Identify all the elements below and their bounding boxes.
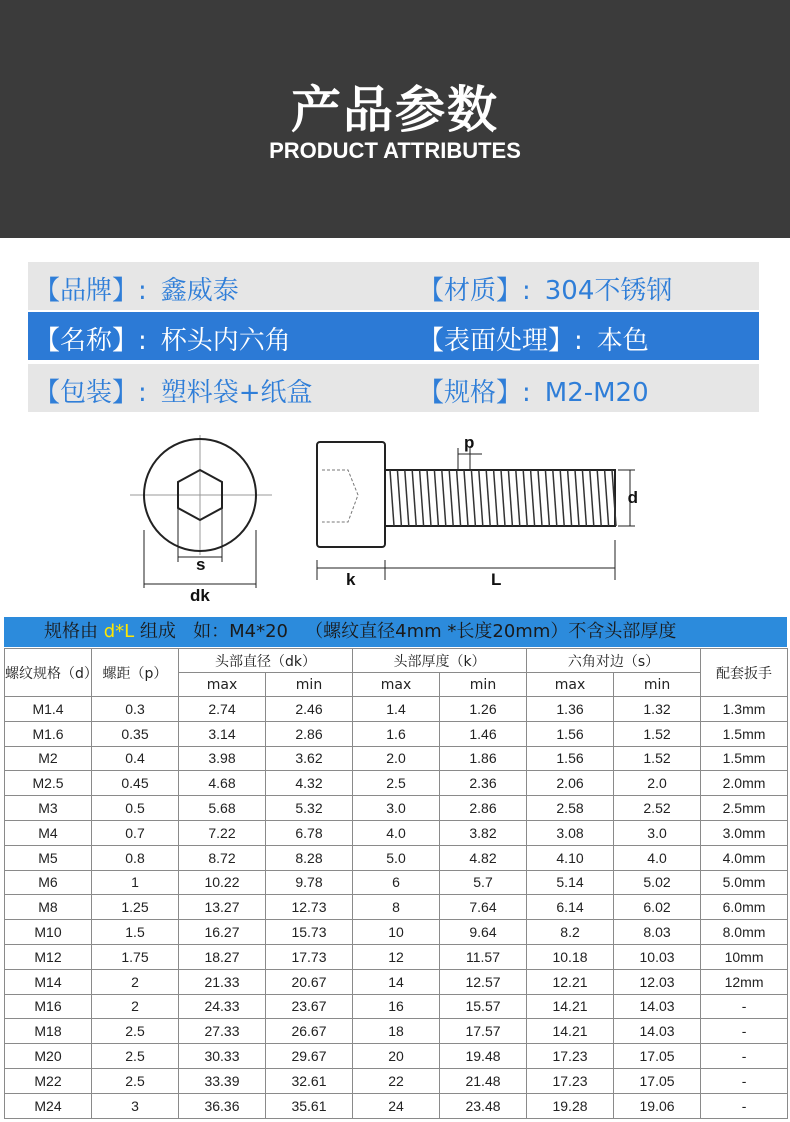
- header-hex-across-flats: 六角对边（s）: [527, 649, 701, 673]
- attribute-brand: [34, 270, 239, 307]
- header-pitch: 螺距（p）: [92, 649, 179, 697]
- dim-label-p: p: [464, 433, 475, 452]
- table-cell: 21.33: [179, 969, 266, 994]
- table-cell: -: [701, 1019, 788, 1044]
- attribute-key: 【名称】:: [34, 326, 147, 356]
- attribute-row-name: [28, 312, 759, 360]
- header-min: min: [440, 673, 527, 697]
- table-cell: 0.45: [92, 771, 179, 796]
- table-cell: 1.52: [614, 721, 701, 746]
- table-cell: 7.22: [179, 820, 266, 845]
- table-cell: 0.35: [92, 721, 179, 746]
- attribute-surface: [418, 320, 649, 357]
- header-wrench: 配套扳手: [701, 649, 788, 697]
- table-cell: 10mm: [701, 944, 788, 969]
- attribute-spec: [418, 372, 649, 409]
- table-cell: 17.57: [440, 1019, 527, 1044]
- table-cell: -: [701, 1068, 788, 1093]
- thread-lines: [390, 470, 616, 526]
- table-row: [5, 1093, 788, 1118]
- table-cell: 3.14: [179, 721, 266, 746]
- table-cell: 1.56: [527, 721, 614, 746]
- table-cell: 23.67: [266, 994, 353, 1019]
- table-cell: 8.28: [266, 845, 353, 870]
- table-row: [5, 895, 788, 920]
- table-cell: 8.2: [527, 920, 614, 945]
- table-row: [5, 1044, 788, 1069]
- table-cell: 2: [92, 994, 179, 1019]
- table-cell: M22: [5, 1068, 92, 1093]
- table-cell: M24: [5, 1093, 92, 1118]
- spec-table: [4, 648, 788, 1119]
- table-cell: 0.4: [92, 746, 179, 771]
- table-cell: 1.5mm: [701, 721, 788, 746]
- header-max: max: [527, 673, 614, 697]
- table-cell: 12.57: [440, 969, 527, 994]
- table-cell: 32.61: [266, 1068, 353, 1093]
- table-cell: 3: [92, 1093, 179, 1118]
- header-max: max: [179, 673, 266, 697]
- table-cell: 10.03: [614, 944, 701, 969]
- table-cell: 2: [92, 969, 179, 994]
- attribute-key: 【表面处理】:: [418, 326, 583, 356]
- table-cell: 3.0: [614, 820, 701, 845]
- header-banner: [0, 0, 790, 238]
- table-cell: 24.33: [179, 994, 266, 1019]
- dim-label-L: L: [491, 570, 502, 589]
- table-cell: 14.21: [527, 1019, 614, 1044]
- table-cell: 6.14: [527, 895, 614, 920]
- table-cell: 0.8: [92, 845, 179, 870]
- table-cell: 4.0: [614, 845, 701, 870]
- table-cell: -: [701, 1093, 788, 1118]
- table-row: [5, 994, 788, 1019]
- table-cell: 4.0mm: [701, 845, 788, 870]
- header-min: min: [614, 673, 701, 697]
- table-cell: 2.86: [440, 796, 527, 821]
- table-cell: 2.74: [179, 697, 266, 722]
- dim-label-k: k: [346, 570, 356, 589]
- table-cell: 12mm: [701, 969, 788, 994]
- table-cell: 6: [353, 870, 440, 895]
- screw-dimension-drawing: [120, 430, 640, 610]
- table-cell: 16: [353, 994, 440, 1019]
- table-cell: M2: [5, 746, 92, 771]
- table-cell: 7.64: [440, 895, 527, 920]
- table-cell: 23.48: [440, 1093, 527, 1118]
- table-cell: 36.36: [179, 1093, 266, 1118]
- table-row: [5, 697, 788, 722]
- table-cell: M1.4: [5, 697, 92, 722]
- table-cell: 35.61: [266, 1093, 353, 1118]
- table-cell: M6: [5, 870, 92, 895]
- table-cell: 13.27: [179, 895, 266, 920]
- table-cell: 1.6: [353, 721, 440, 746]
- table-row: [5, 870, 788, 895]
- table-cell: M3: [5, 796, 92, 821]
- table-row: [5, 969, 788, 994]
- attribute-value: 304不锈钢: [544, 276, 673, 306]
- table-cell: 3.0: [353, 796, 440, 821]
- table-cell: 11.57: [440, 944, 527, 969]
- table-cell: M20: [5, 1044, 92, 1069]
- table-cell: 0.5: [92, 796, 179, 821]
- table-cell: M1.6: [5, 721, 92, 746]
- spec-note-suffix: 组成 如：M4*20 （螺纹直径4mm *长度20mm）不含头部厚度: [134, 621, 677, 642]
- table-cell: 1.56: [527, 746, 614, 771]
- table-cell: 10.22: [179, 870, 266, 895]
- table-cell: 1.5mm: [701, 746, 788, 771]
- attribute-value: 鑫威泰: [160, 276, 239, 306]
- table-cell: 1.4: [353, 697, 440, 722]
- table-cell: 1.3mm: [701, 697, 788, 722]
- spec-note-prefix: 规格由: [44, 621, 104, 642]
- table-cell: -: [701, 994, 788, 1019]
- table-cell: 0.7: [92, 820, 179, 845]
- table-cell: 20.67: [266, 969, 353, 994]
- table-row: [5, 944, 788, 969]
- screw-diagram: [120, 430, 640, 610]
- header-head-thickness: 头部厚度（k）: [353, 649, 527, 673]
- table-cell: 30.33: [179, 1044, 266, 1069]
- table-cell: 24: [353, 1093, 440, 1118]
- table-cell: 12.03: [614, 969, 701, 994]
- table-cell: 1.46: [440, 721, 527, 746]
- table-cell: 14.03: [614, 994, 701, 1019]
- table-cell: 6.02: [614, 895, 701, 920]
- table-cell: 8: [353, 895, 440, 920]
- table-cell: 4.68: [179, 771, 266, 796]
- attribute-key: 【规格】:: [418, 378, 531, 408]
- table-cell: 4.10: [527, 845, 614, 870]
- table-cell: 15.57: [440, 994, 527, 1019]
- table-cell: 8.0mm: [701, 920, 788, 945]
- table-cell: 2.46: [266, 697, 353, 722]
- table-cell: 3.08: [527, 820, 614, 845]
- table-row: [5, 796, 788, 821]
- table-cell: 19.06: [614, 1093, 701, 1118]
- table-row: [5, 721, 788, 746]
- table-cell: 1.26: [440, 697, 527, 722]
- attribute-name: [34, 320, 291, 357]
- table-cell: M10: [5, 920, 92, 945]
- table-cell: 3.62: [266, 746, 353, 771]
- table-cell: 2.86: [266, 721, 353, 746]
- table-cell: 4.0: [353, 820, 440, 845]
- table-cell: 8.72: [179, 845, 266, 870]
- table-cell: M5: [5, 845, 92, 870]
- table-cell: 16.27: [179, 920, 266, 945]
- table-cell: 5.32: [266, 796, 353, 821]
- table-cell: 9.64: [440, 920, 527, 945]
- table-cell: 9.78: [266, 870, 353, 895]
- table-cell: 17.23: [527, 1068, 614, 1093]
- table-cell: 5.68: [179, 796, 266, 821]
- table-cell: 6.78: [266, 820, 353, 845]
- table-cell: 21.48: [440, 1068, 527, 1093]
- attribute-value: 杯头内六角: [160, 326, 291, 356]
- table-cell: 5.7: [440, 870, 527, 895]
- table-cell: 8.03: [614, 920, 701, 945]
- table-cell: 17.05: [614, 1044, 701, 1069]
- table-cell: M2.5: [5, 771, 92, 796]
- attribute-value: 本色: [596, 326, 649, 356]
- spec-note-bar: [4, 617, 787, 647]
- table-cell: 2.5: [353, 771, 440, 796]
- dim-label-d: d: [627, 488, 638, 507]
- table-cell: 33.39: [179, 1068, 266, 1093]
- header-head-diameter: 头部直径（dk）: [179, 649, 353, 673]
- table-cell: 4.32: [266, 771, 353, 796]
- page-title: 产品参数: [291, 81, 499, 139]
- header-min: min: [266, 673, 353, 697]
- spec-table-body: [5, 697, 788, 1119]
- attribute-material: [418, 270, 672, 307]
- table-cell: 2.5mm: [701, 796, 788, 821]
- table-cell: 12.73: [266, 895, 353, 920]
- table-cell: M16: [5, 994, 92, 1019]
- table-cell: M18: [5, 1019, 92, 1044]
- table-cell: 19.28: [527, 1093, 614, 1118]
- table-cell: 20: [353, 1044, 440, 1069]
- table-cell: 1: [92, 870, 179, 895]
- attribute-value: M2-M20: [544, 378, 649, 408]
- attribute-key: 【包装】:: [34, 378, 147, 408]
- table-cell: 14.03: [614, 1019, 701, 1044]
- table-cell: 1.5: [92, 920, 179, 945]
- table-cell: 2.0mm: [701, 771, 788, 796]
- table-cell: 2.5: [92, 1019, 179, 1044]
- table-cell: M8: [5, 895, 92, 920]
- table-cell: 1.86: [440, 746, 527, 771]
- table-cell: 2.0: [614, 771, 701, 796]
- table-row: [5, 845, 788, 870]
- table-cell: 18.27: [179, 944, 266, 969]
- table-cell: 19.48: [440, 1044, 527, 1069]
- table-cell: 3.98: [179, 746, 266, 771]
- attribute-key: 【材质】:: [418, 276, 531, 306]
- table-row: [5, 820, 788, 845]
- table-cell: 4.82: [440, 845, 527, 870]
- dim-label-s: s: [196, 555, 206, 574]
- table-row: [5, 920, 788, 945]
- attribute-package: [34, 372, 313, 409]
- table-cell: 1.32: [614, 697, 701, 722]
- table-cell: 5.14: [527, 870, 614, 895]
- table-cell: 14.21: [527, 994, 614, 1019]
- table-cell: 12: [353, 944, 440, 969]
- table-cell: 1.75: [92, 944, 179, 969]
- table-cell: 1.25: [92, 895, 179, 920]
- table-row: [5, 1068, 788, 1093]
- table-cell: 2.58: [527, 796, 614, 821]
- attribute-row-brand: [28, 262, 759, 310]
- table-cell: 1.36: [527, 697, 614, 722]
- table-cell: 26.67: [266, 1019, 353, 1044]
- table-cell: 10.18: [527, 944, 614, 969]
- table-cell: 1.52: [614, 746, 701, 771]
- table-row: [5, 771, 788, 796]
- table-cell: M12: [5, 944, 92, 969]
- table-cell: 6.0mm: [701, 895, 788, 920]
- table-cell: 17.05: [614, 1068, 701, 1093]
- table-cell: 5.0mm: [701, 870, 788, 895]
- table-cell: 2.5: [92, 1044, 179, 1069]
- attribute-value: 塑料袋+纸盒: [160, 378, 313, 408]
- spec-note: [44, 617, 676, 647]
- table-cell: -: [701, 1044, 788, 1069]
- table-cell: 29.67: [266, 1044, 353, 1069]
- table-cell: 14: [353, 969, 440, 994]
- table-cell: 5.02: [614, 870, 701, 895]
- table-cell: 0.3: [92, 697, 179, 722]
- header-thread: 螺纹规格（d）: [5, 649, 92, 697]
- table-cell: 10: [353, 920, 440, 945]
- table-cell: 2.52: [614, 796, 701, 821]
- table-cell: M14: [5, 969, 92, 994]
- table-cell: 3.82: [440, 820, 527, 845]
- table-cell: 5.0: [353, 845, 440, 870]
- screw-side-view: [317, 442, 635, 580]
- header-max: max: [353, 673, 440, 697]
- table-row: [5, 746, 788, 771]
- table-cell: 2.5: [92, 1068, 179, 1093]
- table-cell: 18: [353, 1019, 440, 1044]
- table-row: [5, 1019, 788, 1044]
- dim-label-dk: dk: [190, 586, 210, 605]
- attribute-key: 【品牌】:: [34, 276, 147, 306]
- page-subtitle: PRODUCT ATTRIBUTES: [269, 138, 521, 163]
- table-cell: 22: [353, 1068, 440, 1093]
- attribute-row-package: [28, 364, 759, 412]
- table-cell: 17.73: [266, 944, 353, 969]
- table-cell: 2.0: [353, 746, 440, 771]
- table-cell: 27.33: [179, 1019, 266, 1044]
- table-cell: 2.06: [527, 771, 614, 796]
- table-cell: 15.73: [266, 920, 353, 945]
- table-cell: 17.23: [527, 1044, 614, 1069]
- table-cell: 12.21: [527, 969, 614, 994]
- spec-note-highlight: d*L: [103, 621, 135, 642]
- table-cell: M4: [5, 820, 92, 845]
- table-cell: 2.36: [440, 771, 527, 796]
- table-cell: 3.0mm: [701, 820, 788, 845]
